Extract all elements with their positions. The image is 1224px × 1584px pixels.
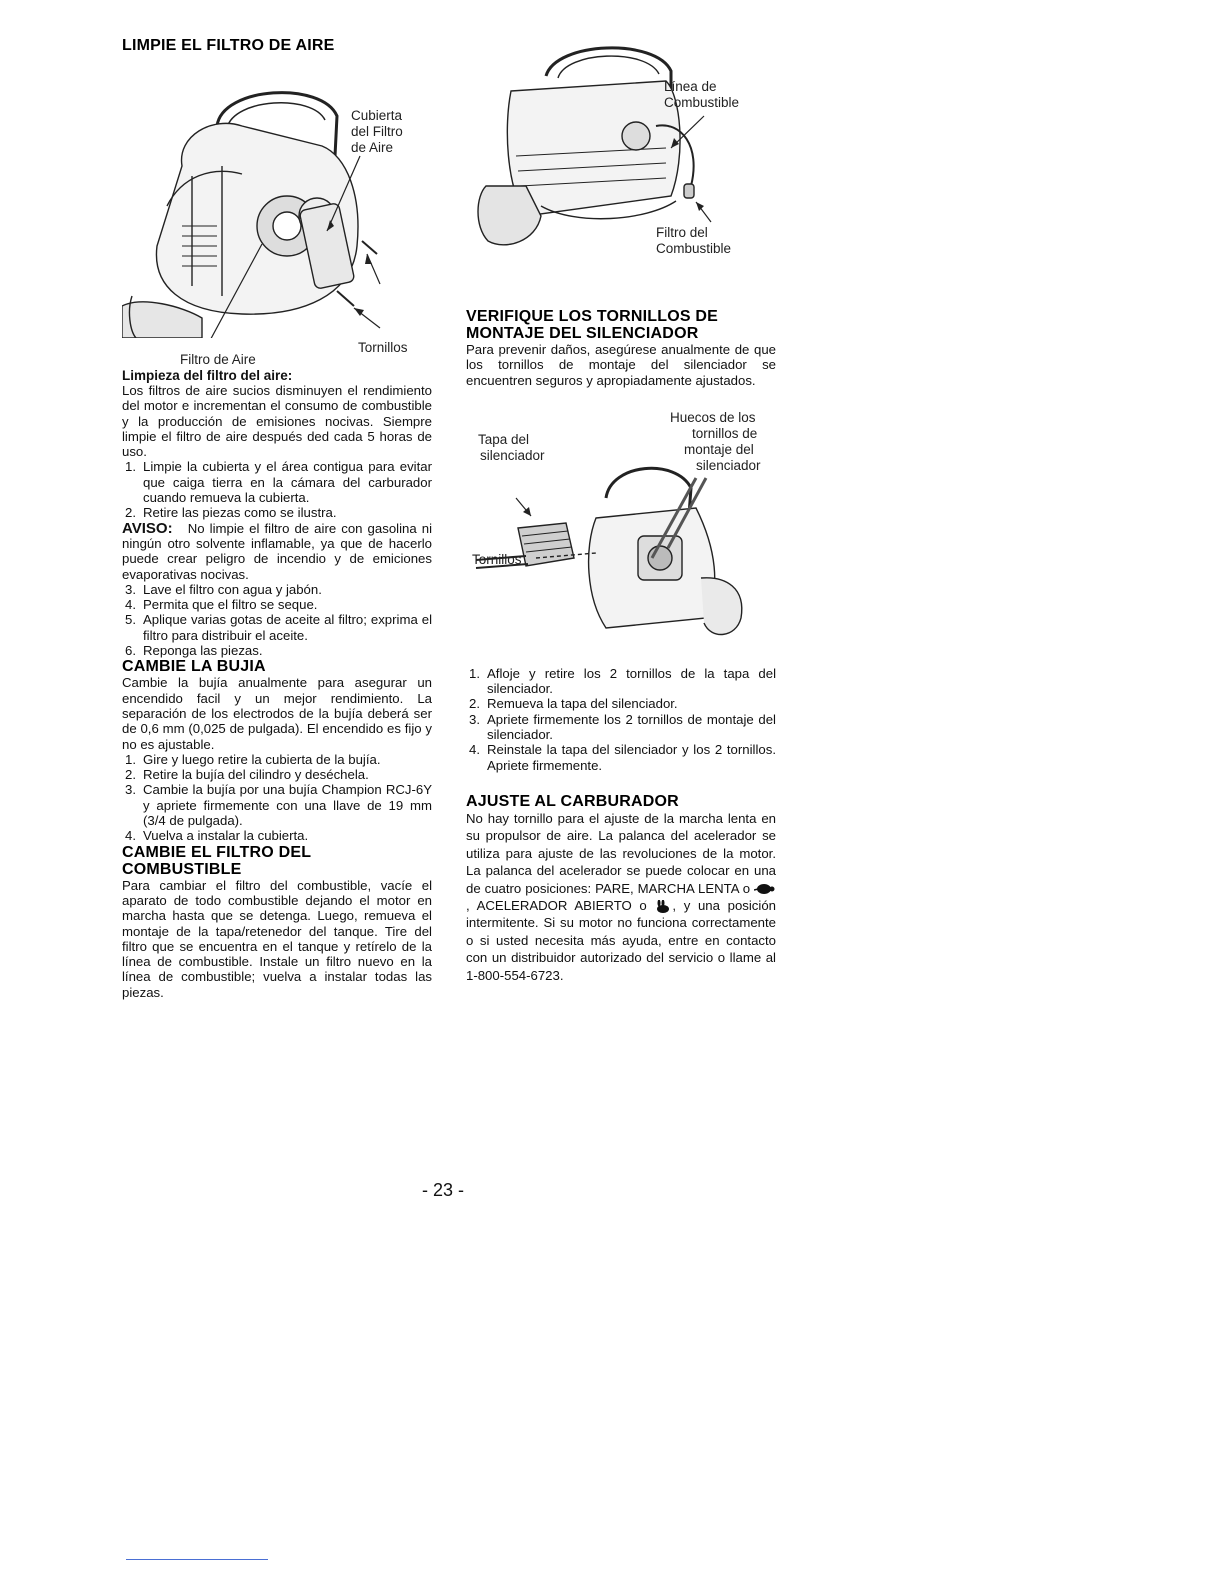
muffler-steps	[466, 666, 776, 773]
carburetor-text: No hay tornillo para el ajuste de la marcha lenta en su propulsor de aire. La palanca del acelerador se utiliza para ajuste de las revoluciones de la motor. La palanca del acelerador se puede colocar en una de cuatro posiciones: PARE, MARCHA LENTA o , ACELERADOR ABIERTO o , y una posición intermitente. Si su motor no funciona correctamente o si usted necesita más ayuda, entre en contacto con un distribuidor autorizado del servicio o llame al 1-800-554-6723.	[466, 810, 776, 983]
list-item: 6. Reponga las piezas.	[125, 643, 263, 659]
air-filter-steps-a	[122, 459, 432, 520]
muffler-figure	[466, 408, 776, 658]
list-item: 2. Retire la bujía del cilindro y deséchela.	[125, 767, 369, 783]
list-item: 2. Remueva la tapa del silenciador.	[469, 696, 678, 712]
list-item: 1. Afloje y retire los 2 tornillos de la tapa del silenciador.	[469, 665, 776, 697]
carburetor-title: AJUSTE AL CARBURADOR	[466, 792, 679, 810]
list-item: 4. Permita que el filtro se seque.	[125, 597, 318, 613]
muffler-title-line2: MONTAJE DEL SILENCIADOR	[466, 325, 699, 342]
cleaning-text: Los filtros de aire sucios disminuyen el rendimiento del motor e incrementan el consumo de combustible y la producción de emisiones nocivas. Siempre limpie el filtro de aire después ded cada 5 horas de uso.	[122, 383, 432, 460]
blower-air-filter-illustration	[122, 56, 432, 338]
list-item: 5. Aplique varias gotas de aceite al filtro; exprima el filtro para distribuir el aceite.	[125, 612, 432, 643]
cleaning-heading: Limpieza del filtro del aire:	[122, 368, 293, 383]
warning-notice	[122, 521, 432, 582]
warning-text: No limpie el filtro de aire con gasolina ni ningún otro solvente inflamable, ya que de hacerlo puede crear peligro de incendio y de emiciones evaporativas nocivas.	[122, 520, 432, 582]
label-holes-1: Huecos de los	[670, 409, 756, 425]
turtle-icon	[754, 883, 776, 895]
spark-plug-title: CAMBIE LA BUJIA	[122, 658, 266, 676]
fuel-filter-text: Para cambiar el filtro del combustible, vacíe el aparato de todo combustible dejando el motor en marcha hasta que se detenga. Luego, remueva el montaje de la tapa/retenedor del tanque. Tire del filtro que se encuentra en el tanque y retírelo de la línea de combustible. Instale un filtro nuevo en la línea de combustible; vuelva a instalar todas las piezas.	[122, 877, 432, 1000]
page-number: - 23 -	[421, 1180, 464, 1200]
list-item: 3. Lave el filtro con agua y jabón.	[125, 581, 322, 597]
muffler-text: Para prevenir daños, asegúrese anualmente de que los tornillos de montaje del silenciador se encuentren seguros y apropiadamente ajustados.	[466, 342, 776, 388]
label-cap-2: silenciador	[480, 447, 545, 463]
footer-rule	[126, 1559, 268, 1560]
list-item: 1. Limpie la cubierta y el área contigua para evitar que caiga tierra en la cámara del carburador cuando remueva la cubierta.	[125, 459, 432, 506]
label-cap-1: Tapa del	[478, 431, 530, 447]
label-fuel-filter-1: Filtro del	[656, 225, 708, 240]
label-cover-line3: de Aire	[351, 140, 394, 155]
label-cover-line1: Cubierta	[351, 108, 403, 123]
rabbit-icon	[654, 900, 672, 914]
fuel-filter-title-line1: CAMBIE EL FILTRO DEL	[122, 843, 312, 861]
left-column	[122, 36, 432, 1000]
spark-plug-steps	[122, 752, 432, 844]
label-holes-4: silenciador	[696, 457, 761, 473]
spark-plug-text: Cambie la bujía anualmente para asegurar un encendido facil y un mejor rendimiento. La separación de los electrodos de la bujía deberá ser de 0,6 mm (0,025 de pulgada). El encendido es fijo y no es ajustable.	[122, 675, 432, 752]
blower-fuel-line-illustration	[466, 36, 776, 258]
label-holes-2: tornillos de	[692, 425, 758, 441]
label-air-filter: Filtro de Aire	[180, 352, 256, 367]
fuel-filter-title-line2: COMBUSTIBLE	[122, 860, 242, 878]
label-screws: Tornillos	[358, 340, 408, 355]
list-item: 3. Cambie la bujía por una bujía Champion RCJ-6Y y apriete firmemente con una llave de 19 mm (3/4 de pulgada).	[125, 782, 432, 829]
list-item: 2. Retire las piezas como se ilustra.	[125, 505, 337, 521]
label-fuel-line-2: Combustible	[664, 95, 740, 110]
label-fuel-filter-2: Combustible	[656, 241, 732, 256]
label-muffler-screws: Tornillos	[472, 551, 522, 567]
label-fuel-line-1: Línea de	[664, 79, 717, 94]
air-filter-steps-b	[122, 582, 432, 658]
list-item: 4. Vuelva a instalar la cubierta.	[125, 828, 309, 844]
list-item: 3. Apriete firmemente los 2 tornillos de montaje del silenciador.	[469, 711, 776, 743]
warning-label: AVISO:	[122, 519, 173, 537]
air-filter-figure	[122, 56, 432, 367]
list-item: 4. Reinstale la tapa del silenciador y los 2 tornillos. Apriete firmemente.	[469, 742, 776, 773]
list-item: 1. Gire y luego retire la cubierta de la bujía.	[125, 751, 381, 767]
label-holes-3: montaje del	[684, 441, 754, 457]
label-cover-line2: del Filtro	[351, 124, 403, 139]
air-filter-title: LIMPIE EL FILTRO DE AIRE	[122, 37, 335, 54]
fuel-filter-figure	[466, 36, 776, 258]
right-column	[466, 36, 776, 984]
muffler-title-line1: VERIFIQUE LOS TORNILLOS DE	[466, 308, 719, 325]
